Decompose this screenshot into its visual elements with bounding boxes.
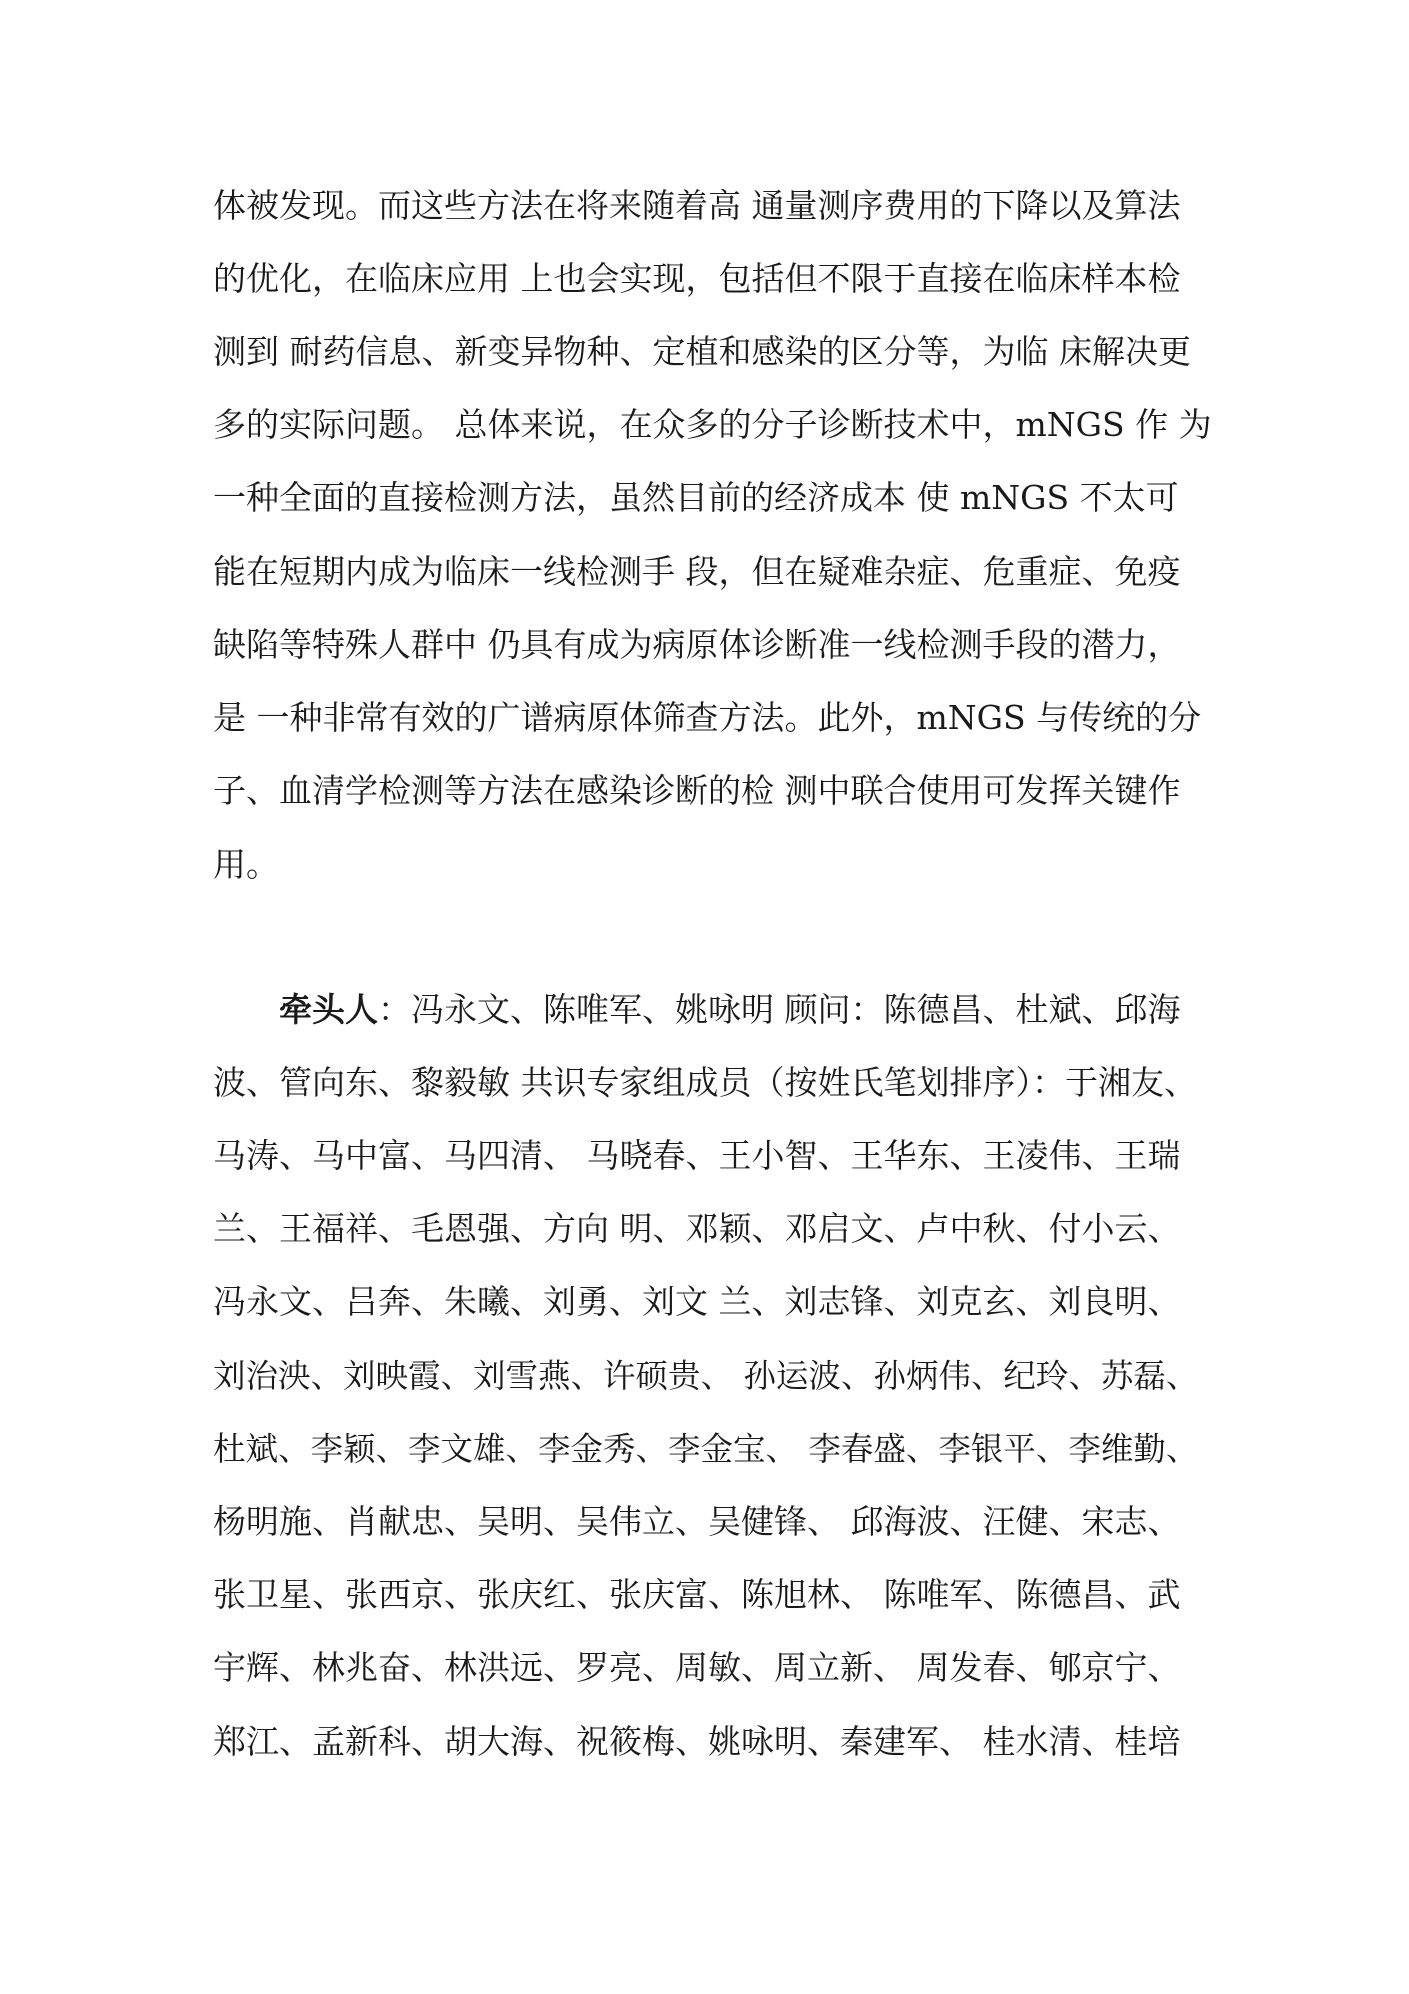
- paragraph-2-line: 张卫星、张西京、张庆红、张庆富、陈旭林、 陈唯军、陈德昌、武: [213, 1575, 1181, 1614]
- paragraph-1-line: 一种全面的直接检测方法，虽然目前的经济成本 使 mNGS 不太可: [213, 478, 1179, 517]
- paragraph-2-line: 郑江、孟新科、胡大海、祝筱梅、姚咏明、秦建军、 桂水清、桂培: [213, 1722, 1181, 1761]
- paragraph-2-line: 宇辉、林兆奋、林洪远、罗亮、周敏、周立新、 周发春、郇京宁、: [213, 1648, 1181, 1687]
- paragraph-2-line: 刘治泱、刘映霞、刘雪燕、许硕贵、 孙运波、孙炳伟、纪玲、苏磊、: [213, 1357, 1199, 1395]
- paragraph-1-line: 子、血清学检测等方法在感染诊断的检 测中联合使用可发挥关键作: [213, 771, 1181, 810]
- paragraph-2-line: 马涛、马中富、马四清、 马晓春、王小智、王华东、王凌伟、王瑞: [213, 1136, 1181, 1175]
- paragraph-1-line: 用。: [213, 845, 279, 884]
- paragraph-1-line: 多的实际问题。 总体来说，在众多的分子诊断技术中，mNGS 作 为: [213, 405, 1212, 444]
- paragraph-2-line: 冯永文、吕奔、朱曦、刘勇、刘文 兰、刘志锋、刘克玄、刘良明、: [213, 1282, 1181, 1321]
- paragraph-1-line: 的优化，在临床应用 上也会实现，包括但不限于直接在临床样本检: [213, 259, 1181, 298]
- paragraph-2-line: 兰、王福祥、毛恩强、方向 明、邓颖、邓启文、卢中秋、付小云、: [213, 1209, 1181, 1248]
- lead-label: 牵头人: [279, 990, 378, 1029]
- paragraph-2-line: 杜斌、李颖、李文雄、李金秀、李金宝、 李春盛、李银平、李维勤、: [213, 1430, 1199, 1468]
- lead-line-rest: ：冯永文、陈唯军、姚咏明 顾问：陈德昌、杜斌、邱海: [378, 990, 1181, 1029]
- paragraph-2-line: 杨明施、肖献忠、吴明、吴伟立、吴健锋、 邱海波、汪健、宋志、: [213, 1502, 1181, 1541]
- paragraph-1-line: 能在短期内成为临床一线检测手 段，但在疑难杂症、危重症、免疫: [213, 552, 1181, 591]
- paragraph-2-first-line: [279, 990, 1213, 1030]
- paragraph-1-line: 是 一种非常有效的广谱病原体筛查方法。此外，mNGS 与传统的分: [213, 698, 1202, 737]
- paragraph-1-line: 体被发现。而这些方法在将来随着高 通量测序费用的下降以及算法: [213, 186, 1181, 225]
- paragraph-2-line: 波、管向东、黎毅敏 共识专家组成员（按姓氏笔划排序）：于湘友、: [213, 1063, 1197, 1102]
- paragraph-1-line: 缺陷等特殊人群中 仍具有成为病原体诊断准一线检测手段的潜力，: [213, 625, 1181, 664]
- paragraph-1-line: 测到 耐药信息、新变异物种、定植和感染的区分等，为临 床解决更: [213, 332, 1191, 371]
